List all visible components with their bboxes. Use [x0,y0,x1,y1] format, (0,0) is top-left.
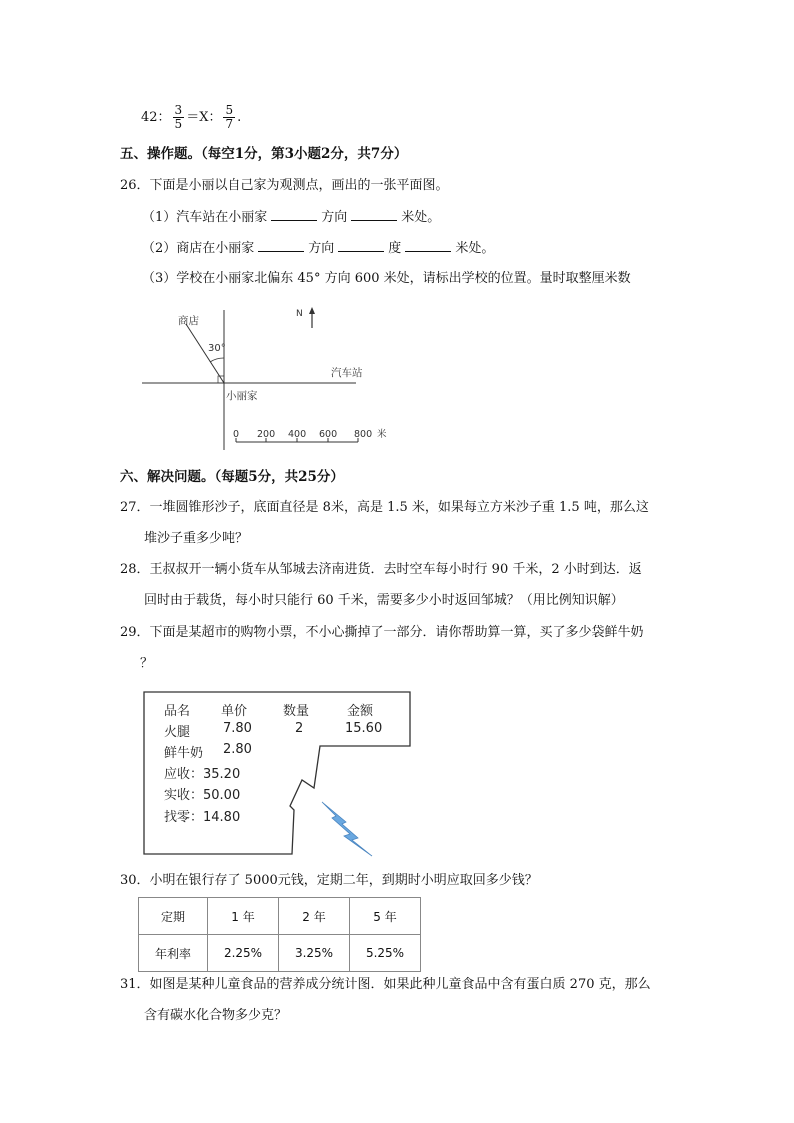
question-26-part-3: （3）学校在小丽家北偏东 45° 方向 600 米处，请标出学校的位置。量时取整厘米数 [142,271,631,286]
receipt-cell: 7.80 [223,721,252,736]
table-row [139,898,421,935]
question-26-part-1: （1）汽车站在小丽家 方向 米处。 [142,210,441,225]
question-31-line-2: 含有碳水化合物多少克？ [144,1008,288,1023]
angle-arc [210,358,224,362]
receipt-amount-due: 应收：35.20 [164,767,241,782]
section-5-title: 五、操作题。（每空1分，第3小题2分，共7分） [120,146,408,162]
question-30-stem: 30．小明在银行存了 5000元钱，定期二年，到期时小明应取回多少钱？ [120,873,538,888]
table-cell: 2 年 [279,898,350,935]
table-cell: 5.25% [350,935,421,972]
table-cell: 年利率 [139,935,208,972]
ratio-prefix: 42： [141,110,171,125]
north-arrowhead-icon [309,307,315,314]
table-cell: 5 年 [350,898,421,935]
position-map [136,300,396,455]
shop-label: 商店 [178,315,199,327]
answer-blank[interactable] [405,239,451,252]
question-26-part-2: （2）商店在小丽家 方向 度 米处。 [142,241,495,256]
scale-label: 600 [319,429,338,440]
receipt-change: 找零：14.80 [164,810,241,825]
receipt-cell: 2.80 [223,742,252,757]
receipt-header: 金额 [347,704,374,719]
receipt-content [164,700,404,840]
fraction-3-5: $\frac{3}{5}$ [174,103,183,131]
scale-label: 800 [354,429,373,440]
question-27-line-2: 堆沙子重多少吨？ [144,531,249,546]
table-cell: 定期 [139,898,208,935]
table-cell: 2.25% [208,935,279,972]
home-label: 小丽家 [226,390,258,402]
fraction-5-7: $\frac{5}{7}$ [225,103,234,131]
answer-blank[interactable] [351,208,397,221]
question-25-ratio: 42： $\frac{3}{5}$ ＝X： $\frac{5}{7}$ . [141,103,242,131]
interest-rate-table [138,897,421,972]
receipt-cell: 鲜牛奶 [164,746,204,761]
scale-unit: 米 [377,429,387,440]
table-cell: 1 年 [208,898,279,935]
table-row [139,935,421,972]
question-29-line-1: 29．下面是某超市的购物小票，不小心撕掉了一部分．请你帮助算一算，买了多少袋鲜牛奶 [120,625,644,640]
table-cell: 3.25% [279,935,350,972]
question-26-stem: 26．下面是小丽以自己家为观测点，画出的一张平面图。 [120,178,449,193]
receipt-cell: 火腿 [164,725,191,740]
north-label: N [296,309,303,319]
scale-label: 400 [288,429,307,440]
scale-label: 0 [233,429,240,440]
answer-blank[interactable] [258,239,304,252]
receipt-header: 单价 [221,704,248,719]
ratio-equals: ＝X： [186,110,222,125]
station-label: 汽车站 [331,367,363,379]
question-27-line-1: 27．一堆圆锥形沙子，底面直径是 8米，高是 1.5 米，如果每立方米沙子重 1.5 吨，那么这 [120,500,649,515]
receipt-header: 品名 [164,704,191,719]
receipt-cell: 2 [295,721,304,736]
section-6-title: 六、解决问题。（每题5分，共25分） [120,469,344,485]
question-28-line-2: 回时由于载货，每小时只能行 60 千米，需要多少小时返回邹城？（用比例知识解） [144,593,624,608]
question-31-line-1: 31．如图是某种儿童食品的营养成分统计图．如果此种儿童食品中含有蛋白质 270 克，那么 [120,977,651,992]
receipt-amount-paid: 实收：50.00 [164,788,241,803]
scale-label: 200 [257,429,276,440]
answer-blank[interactable] [338,239,384,252]
receipt-header: 数量 [283,704,310,719]
question-29-line-2: ？ [140,656,154,671]
angle-label: 30° [208,343,226,354]
answer-blank[interactable] [271,208,317,221]
receipt-cell: 15.60 [345,721,383,736]
question-28-line-1: 28．王叔叔开一辆小货车从邹城去济南进货．去时空车每小时行 90 千米，2 小时到达．返 [120,562,642,577]
